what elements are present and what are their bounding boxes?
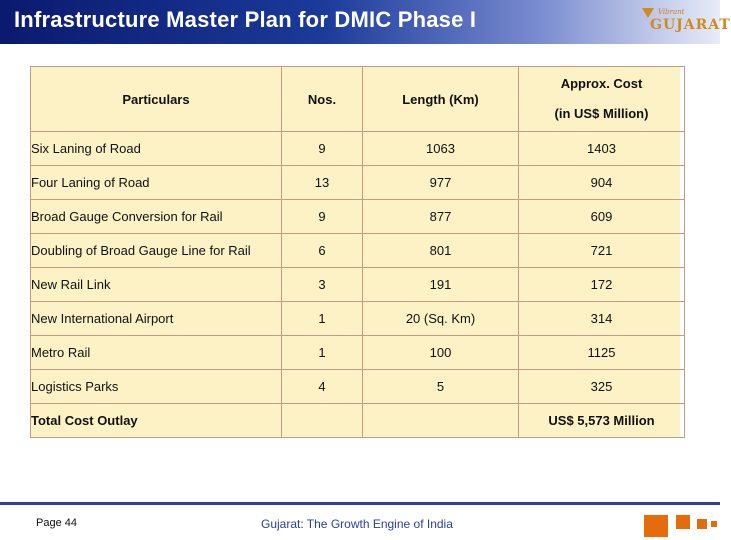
cell-nos: 9 <box>282 132 363 166</box>
decor-square-icon <box>697 519 707 529</box>
cell-length: 801 <box>363 234 519 268</box>
cost-table <box>30 66 685 438</box>
cell-nos: 9 <box>282 200 363 234</box>
page-number: Page 44 <box>36 517 77 529</box>
cell-cost: 1403 <box>519 132 685 166</box>
table-row <box>31 200 685 234</box>
cell-cost: 904 <box>519 166 685 200</box>
header-cost-line2: (in US$ Million) <box>554 106 649 121</box>
decor-square-icon <box>711 521 717 527</box>
total-row <box>31 404 685 438</box>
cell-nos: 4 <box>282 370 363 404</box>
total-nos-empty <box>282 404 363 438</box>
cost-table-panel <box>30 66 680 438</box>
table-row <box>31 336 685 370</box>
footer-divider <box>0 502 720 505</box>
cell-length: 100 <box>363 336 519 370</box>
header-cost <box>519 67 685 132</box>
cell-length: 20 (Sq. Km) <box>363 302 519 336</box>
footer-tagline: Gujarat: The Growth Engine of India <box>261 517 453 531</box>
cell-nos: 1 <box>282 336 363 370</box>
table-row <box>31 268 685 302</box>
cell-nos: 3 <box>282 268 363 302</box>
cell-particulars: Doubling of Broad Gauge Line for Rail <box>31 234 282 268</box>
title-bar <box>0 0 731 44</box>
total-value: US$ 5,573 Million <box>519 404 685 438</box>
cell-length: 877 <box>363 200 519 234</box>
cell-length: 1063 <box>363 132 519 166</box>
cell-nos: 1 <box>282 302 363 336</box>
cell-particulars: Broad Gauge Conversion for Rail <box>31 200 282 234</box>
table-row <box>31 370 685 404</box>
total-length-empty <box>363 404 519 438</box>
cell-length: 191 <box>363 268 519 302</box>
logo-name: GUJARAT <box>650 17 731 33</box>
table-row <box>31 234 685 268</box>
table-row <box>31 302 685 336</box>
cell-nos: 13 <box>282 166 363 200</box>
table-row <box>31 166 685 200</box>
header-length: Length (Km) <box>363 67 519 132</box>
cell-nos: 6 <box>282 234 363 268</box>
cell-cost: 314 <box>519 302 685 336</box>
cell-cost: 172 <box>519 268 685 302</box>
table-header-row <box>31 67 685 132</box>
cell-cost: 325 <box>519 370 685 404</box>
cell-length: 5 <box>363 370 519 404</box>
logo-tagline: Vibrant <box>658 8 685 16</box>
header-nos: Nos. <box>282 67 363 132</box>
decor-square-icon <box>676 515 690 529</box>
header-cost-line1: Approx. Cost <box>560 76 643 91</box>
cell-particulars: Metro Rail <box>31 336 282 370</box>
cell-particulars: Logistics Parks <box>31 370 282 404</box>
cell-cost: 609 <box>519 200 685 234</box>
total-label: Total Cost Outlay <box>31 404 282 438</box>
cell-length: 977 <box>363 166 519 200</box>
header-particulars: Particulars <box>31 67 282 132</box>
table-row <box>31 132 685 166</box>
vibrant-gujarat-logo <box>642 4 731 40</box>
cell-particulars: Six Laning of Road <box>31 132 282 166</box>
slide-title: Infrastructure Master Plan for DMIC Phase I <box>14 7 477 32</box>
cell-cost: 1125 <box>519 336 685 370</box>
decor-square-icon <box>644 515 668 537</box>
cell-cost: 721 <box>519 234 685 268</box>
cell-particulars: Four Laning of Road <box>31 166 282 200</box>
cell-particulars: New Rail Link <box>31 268 282 302</box>
cell-particulars: New International Airport <box>31 302 282 336</box>
